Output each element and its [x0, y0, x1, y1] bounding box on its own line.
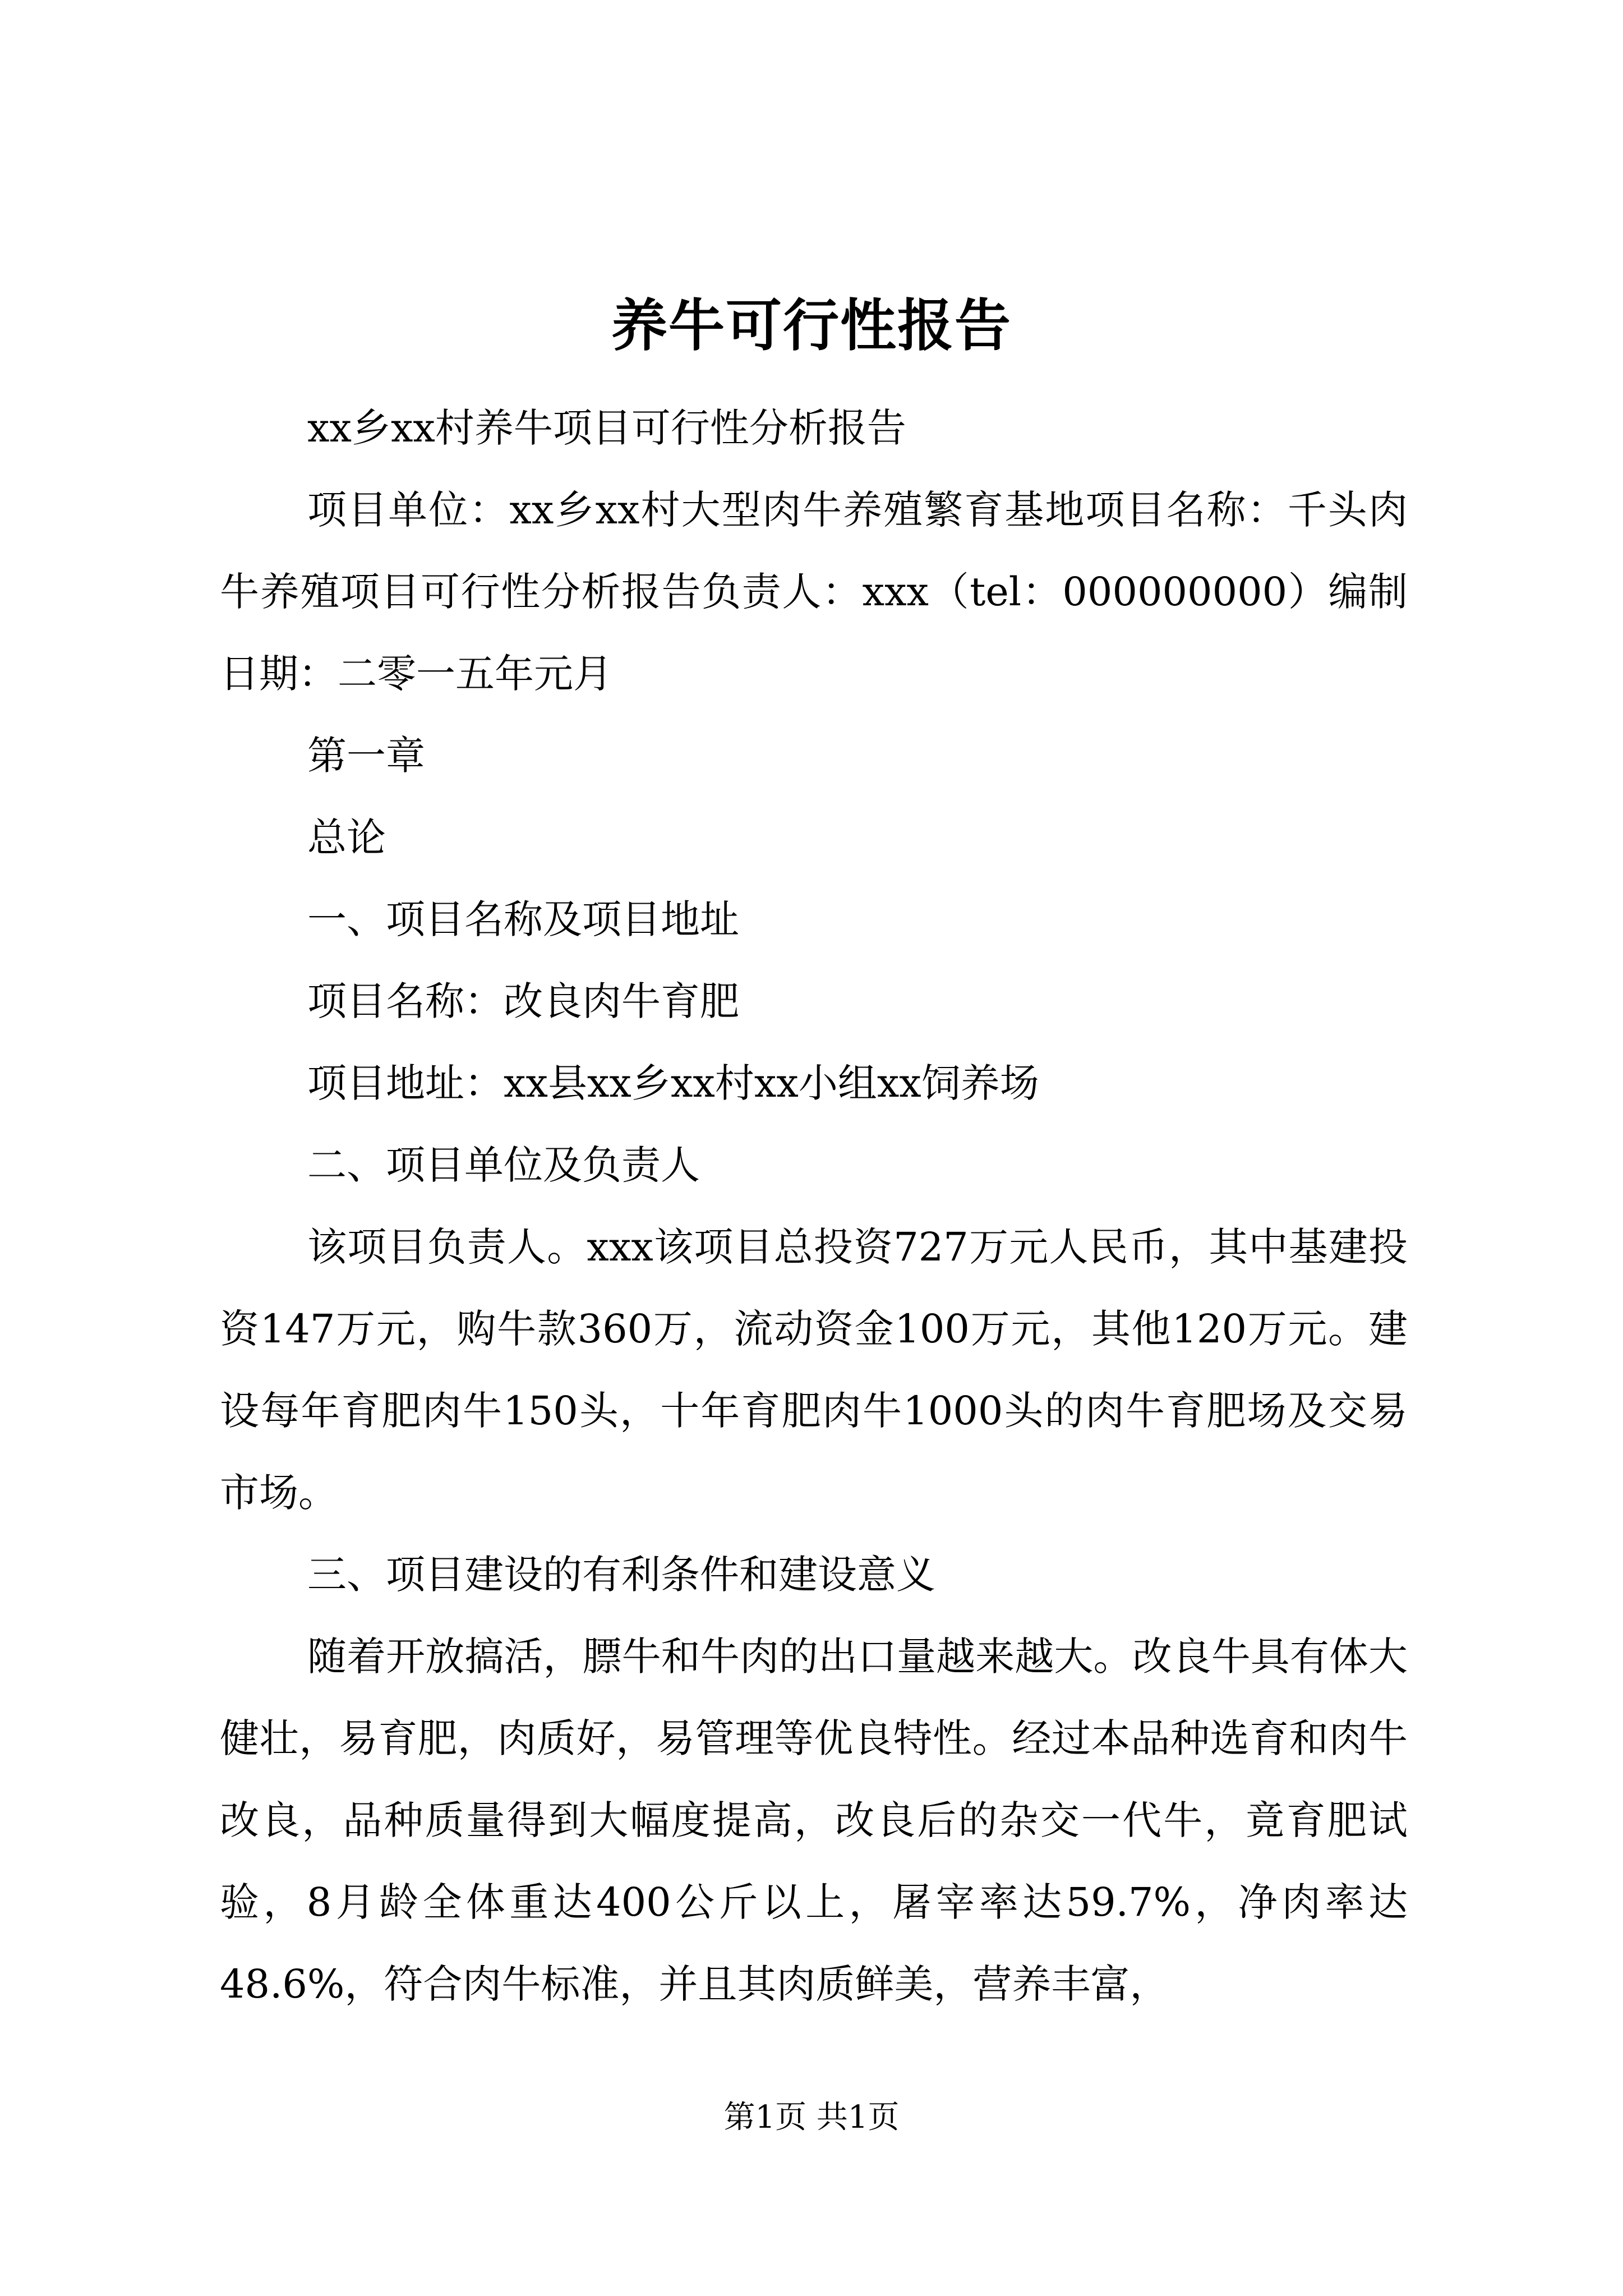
paragraph: 三、项目建设的有利条件和建设意义 — [307, 1552, 935, 1598]
page-footer: 第1页 共1页 — [723, 2099, 900, 2136]
paragraph: xx乡xx村养牛项目可行性分析报告 — [307, 405, 906, 451]
paragraph: 随着开放搞活，膘牛和牛肉的出口量越来越大。改良牛具有体大健壮，易育肥，肉质好，易管理等优良特性。经过本品种选育和肉牛改良，品种质量得到大幅度提高，改良后的杂交一代牛，竟育肥试验，8月龄全体重达400公斤以上，屠宰率达59.7%，净肉率达48.6%，符合肉牛标准，并且其肉质鲜美，营养丰富， — [220, 1634, 1408, 2007]
paragraph: 项目单位：xx乡xx村大型肉牛养殖繁育基地项目名称：千头肉牛养殖项目可行性分析报告负责人：xxx（tel：000000000）编制日期：二零一五年元月 — [220, 487, 1408, 697]
paragraph: 该项目负责人。xxx该项目总投资727万元人民币，其中基建投资147万元，购牛款360万，流动资金100万元，其他120万元。建设每年育肥肉牛150头，十年育肥肉牛1000头的肉牛育肥场及交易市场。 — [220, 1224, 1408, 1516]
document-body — [220, 387, 1408, 2025]
document-title: 养牛可行性报告 — [611, 292, 1012, 358]
paragraph: 一、项目名称及项目地址 — [307, 896, 739, 942]
paragraph: 二、项目单位及负责人 — [307, 1142, 700, 1188]
paragraph: 项目名称：改良肉牛育肥 — [307, 978, 739, 1024]
paragraph: 项目地址：xx县xx乡xx村xx小组xx饲养场 — [307, 1060, 1039, 1106]
paragraph: 第一章 — [307, 733, 425, 779]
paragraph: 总论 — [307, 815, 386, 861]
